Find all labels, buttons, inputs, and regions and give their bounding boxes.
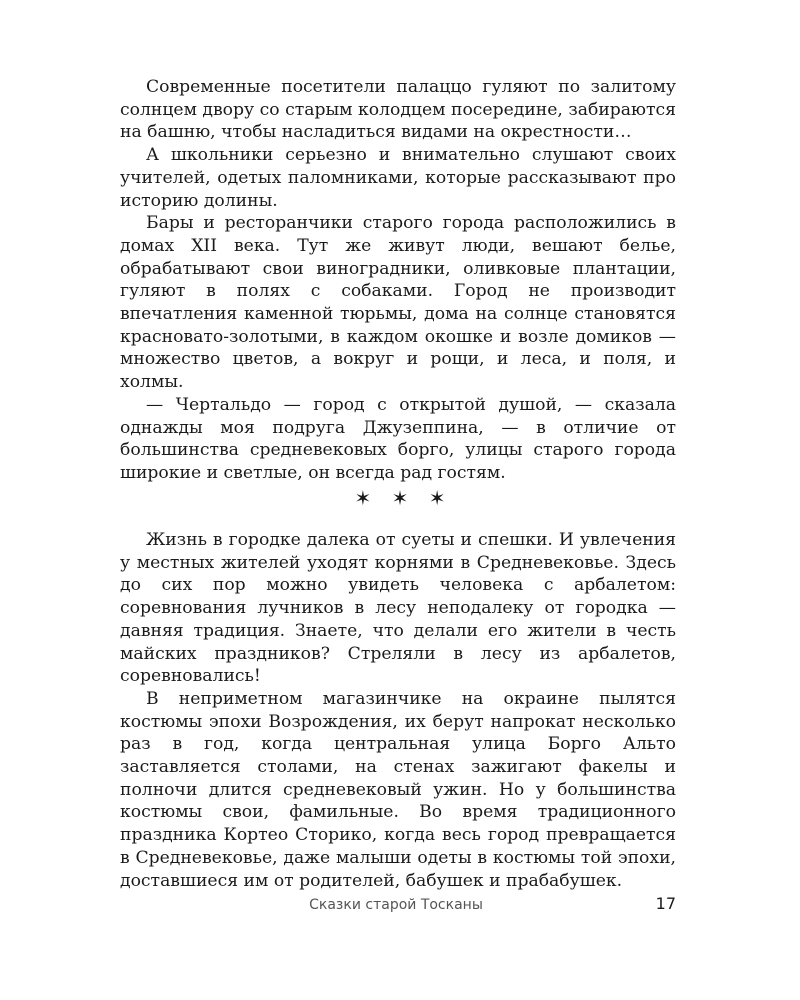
asterism-star-icon: ✶ <box>391 486 409 510</box>
paragraph: В неприметном магазинчике на окраине пылятся костюмы эпохи Возрождения, их берут напрокат несколько раз в год, когда центральная улица Борго Альто заставляется столами, на стенах зажигают факелы и полночи длится средневековый ужин. Но у большинства костюмы свои, фамильные. Во время традиционного праздника Кортео Сторико, когда весь город превращается в Средневековье, даже малыши одеты в костюмы той эпохи, доставшиеся им от родителей, бабушек и прабабушек. <box>120 688 676 891</box>
running-footer-title: Сказки старой Тосканы <box>309 897 483 913</box>
paragraph: Современные посетители палаццо гуляют по залитому солнцем двору со старым колодцем посередине, забираются на башню, чтобы насладиться видами на окрестности… <box>120 77 676 143</box>
page-number: 17 <box>655 894 676 913</box>
paragraph: Жизнь в городке далека от суеты и спешки. И увлечения у местных жителей уходят корнями в Средневековье. Здесь до сих пор можно увидеть человека с арбалетом: соревнования лучников в лесу неподалеку от городка — давняя традиция. Знаете, что делали его жители в честь майских праздников? Стреляли в лесу из арбалетов, соревновались! <box>120 530 676 687</box>
text-section-bottom <box>120 529 676 892</box>
text-section-top <box>120 76 676 485</box>
section-separator <box>0 486 800 510</box>
paragraph: А школьники серьезно и внимательно слушают своих учителей, одетых паломниками, которые рассказывают про историю долины. <box>120 145 676 211</box>
paragraph: Бары и ресторанчики старого города расположились в домах XII века. Тут же живут люди, вешают белье, обрабатывают свои виноградники, оливковые плантации, гуляют в полях с собаками. Город не производит впечатления каменной тюрьмы, дома на солнце становятся красновато-золотыми, в каждом окошке и возле домиков — множество цветов, а вокруг и рощи, и леса, и поля, и холмы. <box>120 213 676 393</box>
asterism-star-icon: ✶ <box>354 486 372 510</box>
asterism-star-icon: ✶ <box>428 486 446 510</box>
paragraph: — Чертальдо — город с открытой душой, — сказала однажды моя подруга Джузеппина, — в отличие от большинства средневековых борго, улицы старого города широкие и светлые, он всегда рад гостям. <box>120 394 676 483</box>
